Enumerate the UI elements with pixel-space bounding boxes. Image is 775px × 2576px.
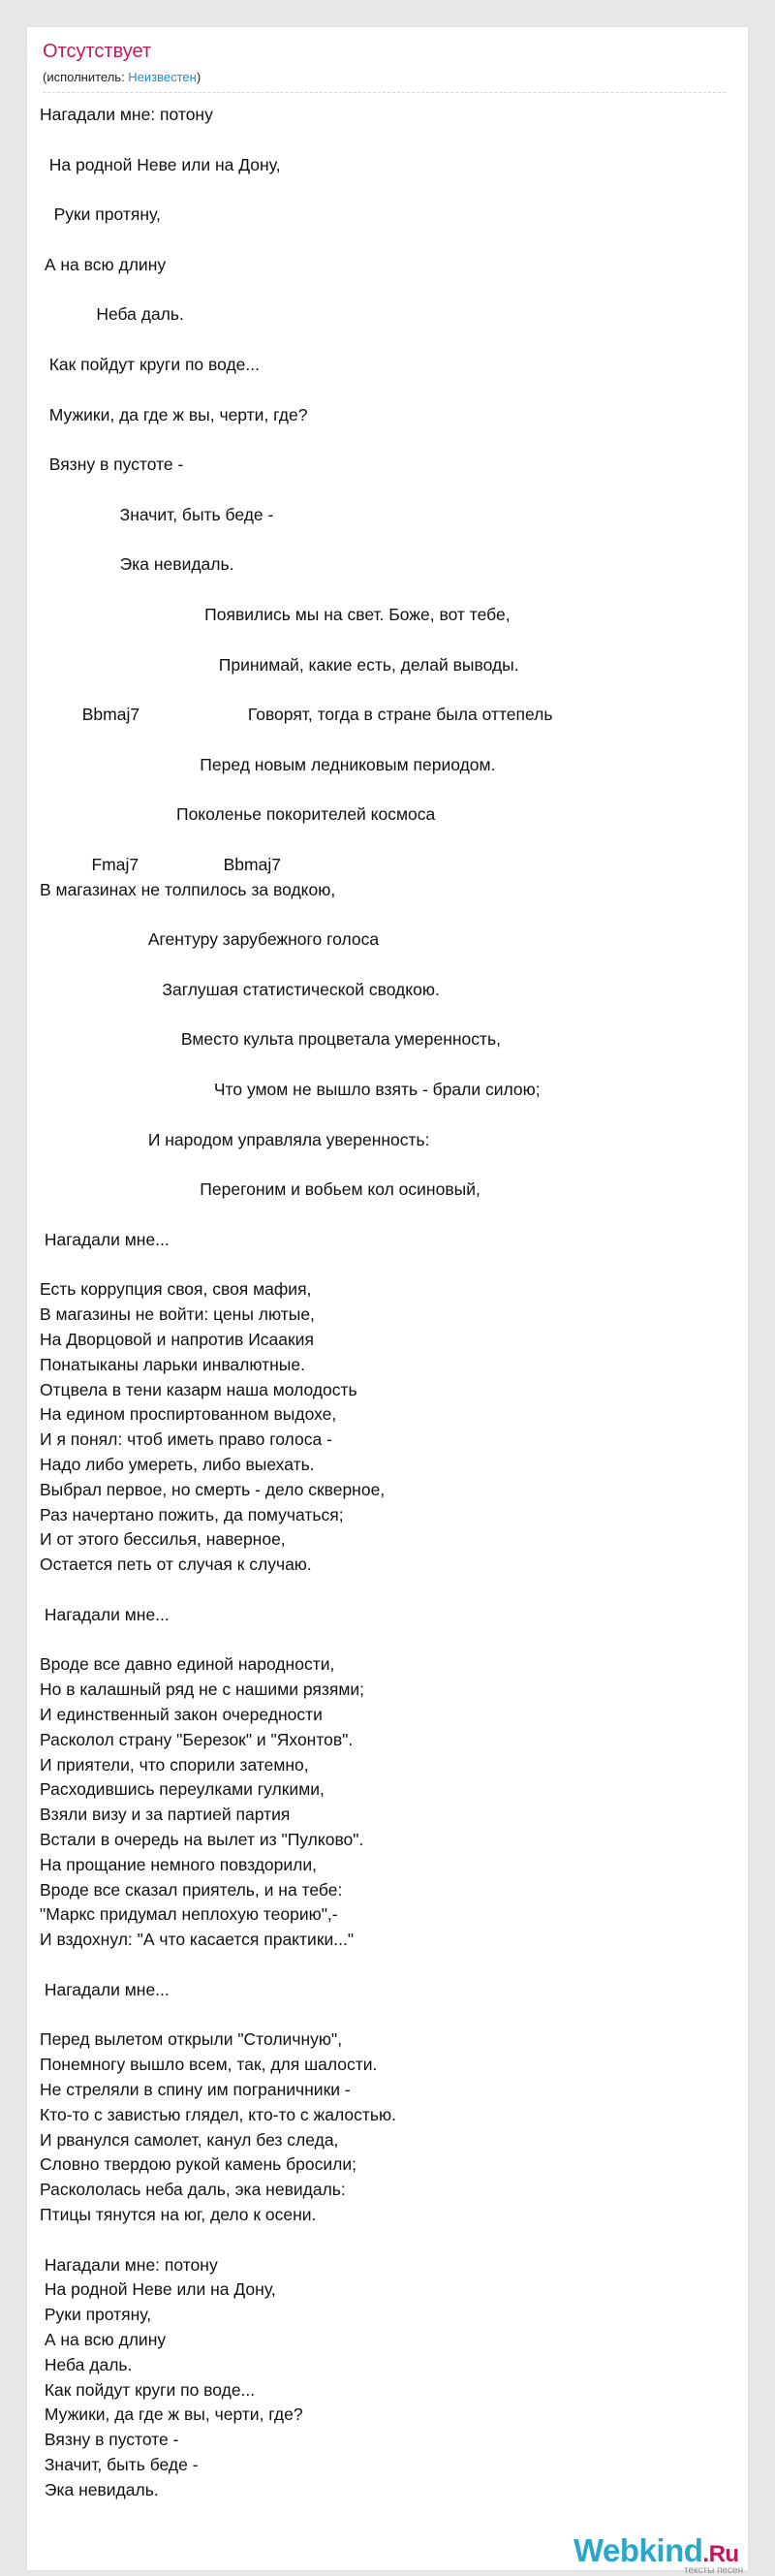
- webkind-logo[interactable]: [564, 2532, 748, 2576]
- logo-name: Webkind: [574, 2532, 703, 2568]
- artist-line: [43, 70, 201, 84]
- lyrics-page: [27, 27, 748, 2576]
- logo-tld: .Ru: [702, 2541, 739, 2567]
- header-divider: [43, 92, 726, 93]
- artist-link[interactable]: Неизвестен: [128, 70, 197, 84]
- artist-suffix: ): [196, 70, 202, 84]
- song-title: Отсутствует: [43, 41, 152, 62]
- artist-prefix: (исполнитель:: [43, 70, 129, 84]
- lyrics-text: Нагадали мне: потону На родной Неве или на Дону, Руки протяну, А на всю длину Неба даль. Как пойдут круги по воде... Мужики, да где ж вы, черти, где? Вязну в пустоте - Значит, быть беде - Эка невидаль. Появились мы на свет. Боже, вот тебе, Принимай, какие есть, делай выводы. Bbmaj7 Говорят, тогда в стране была оттепель Перед новым ледниковым периодом. Поколенье покорителей космоса Fmaj7 Bbmaj7 В магазинах не толпилось за водкою, Агентуру зарубежного голоса Заглушая статистической сводкою. Вместо культа процветала умеренность, Что умом не вышло взять - брали силою; И народом управляла уверенность: Перегоним и вобьем кол осиновый, Нагадали мне... Есть коррупция своя, своя мафия, В магазины не войти: цены лютые, На Дворцовой и напротив Исаакия Понатыканы ларьки инвалютные. Отцвела в тени казарм наша молодость На едином проспиртованном выдохе, И я понял: чтоб иметь право голоса - Надо либо умереть, либо выехать. Выбрал первое, но смерть - дело скверное, Раз начертано пожить, да помучаться; И от этого бессилья, наверное, Остается петь от случая к случаю. Нагадали мне... Вроде все давно единой народности, Но в калашный ряд не с нашими рязями; И единственный закон очередности Расколол страну "Березок" и "Яхонтов". И приятели, что спорили затемно, Расходившись переулками гулкими, Взяли визу и за партией партия Встали в очередь на вылет из "Пулково". На прощание немного повздорили, Вроде все сказал приятель, и на тебе: "Маркс придумал неплохую теорию",- И вздохнул: "А что касается практики..." Нагадали мне... Перед вылетом открыли "Столичную", Понемногу вышло всем, так, для шалости. Не стреляли в спину им пограничники - Кто-то с завистью глядел, кто-то с жалостью. И рванулся самолет, канул без следа, Словно твердою рукой камень бросили; Раскололась неба даль, эка невидаль: Птицы тянутся на юг, дело к осени. Нагадали мне: потону На родной Неве или на Дону, Руки протяну, А на всю длину Неба даль. Как пойдут круги по воде... Мужики, да где ж вы, черти, где? Вязну в пустоте - Значит, быть беде - Эка невидаль.: [40, 105, 553, 2499]
- logo-tagline: тексты песен: [684, 2565, 744, 2576]
